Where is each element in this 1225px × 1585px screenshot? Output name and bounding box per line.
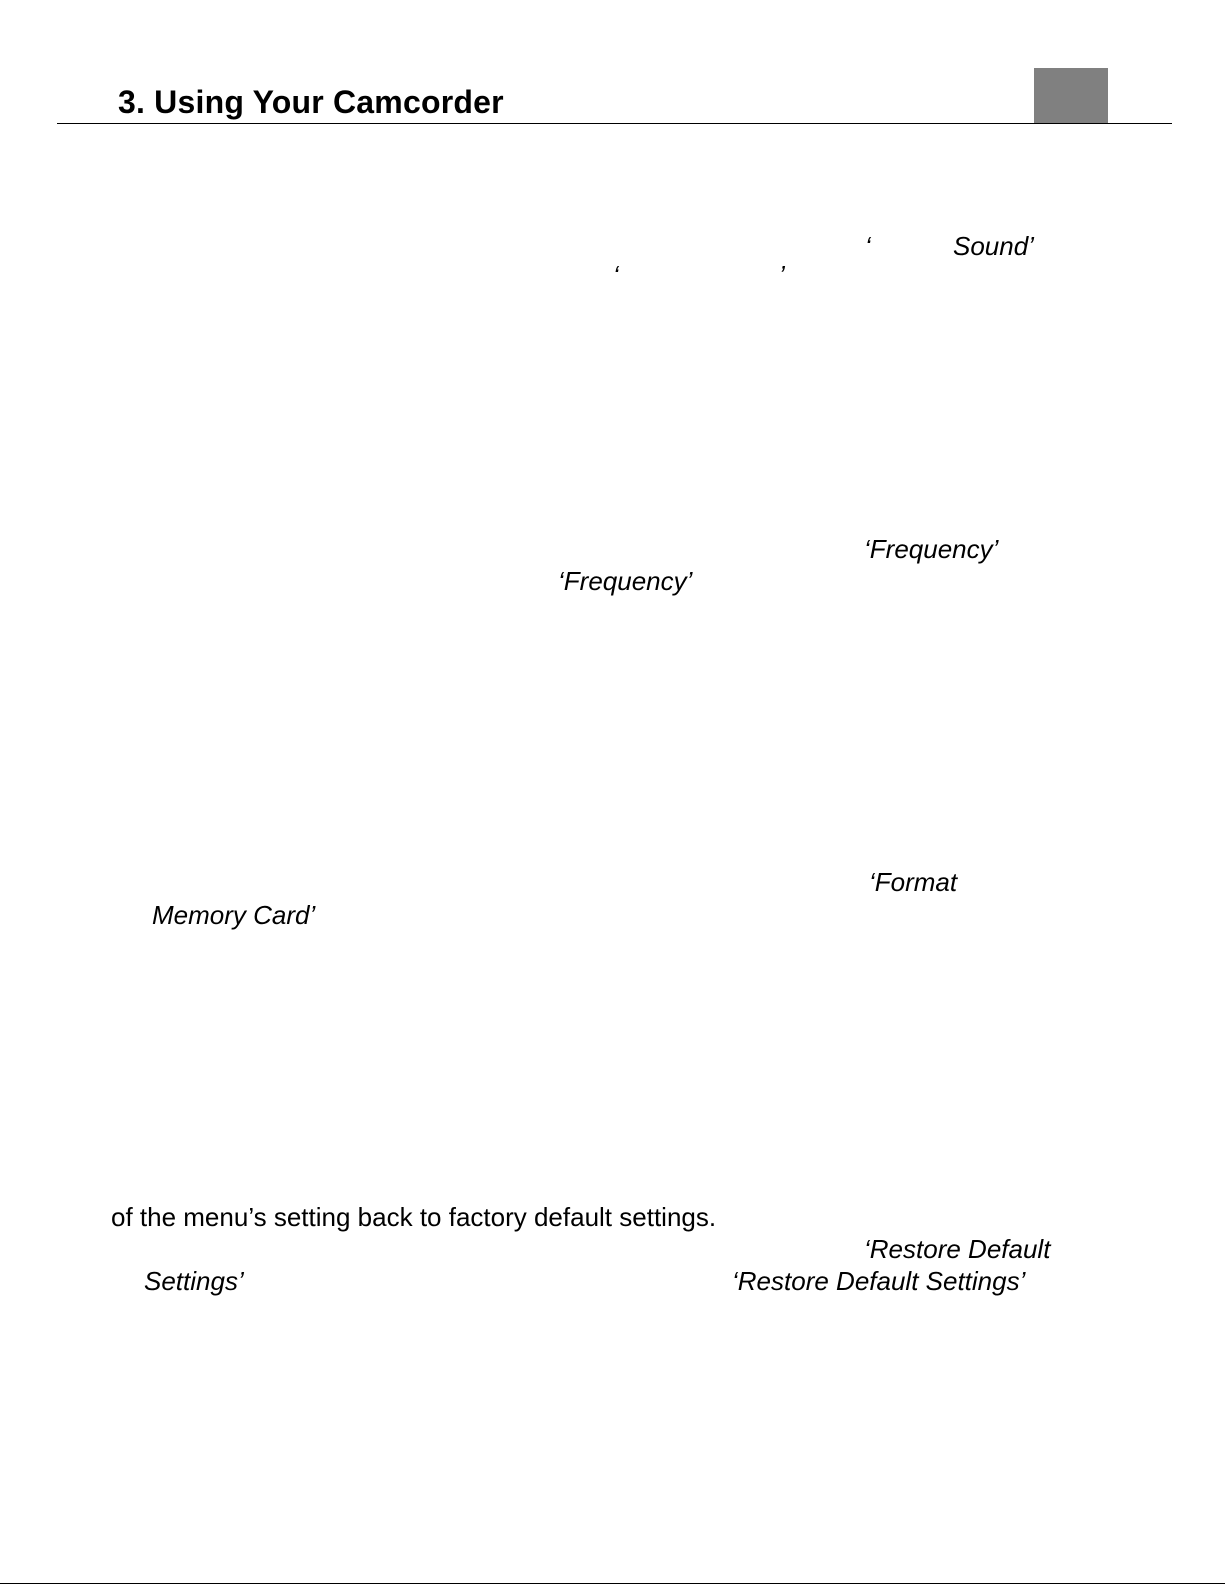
frequency-label: ‘Frequency’ bbox=[864, 534, 999, 564]
quote-mark-close: ’ bbox=[779, 260, 785, 290]
format-label: ‘Format bbox=[869, 867, 958, 897]
frequency-label: ‘Frequency’ bbox=[558, 566, 693, 596]
settings-label: Settings’ bbox=[144, 1266, 244, 1296]
restore-default-label: ‘Restore Default bbox=[864, 1234, 1051, 1264]
sound-label: Sound’ bbox=[953, 231, 1034, 261]
page-title: 3. Using Your Camcorder bbox=[118, 84, 504, 120]
chapter-tab bbox=[1034, 68, 1108, 123]
quote-mark-open: ‘ bbox=[613, 260, 619, 290]
header-divider bbox=[57, 123, 1172, 124]
restore-description: of the menu’s setting back to factory default settings. bbox=[111, 1202, 717, 1232]
footer-divider bbox=[0, 1583, 1225, 1584]
quote-mark-open: ‘ bbox=[865, 231, 871, 261]
memory-card-label: Memory Card’ bbox=[152, 900, 316, 930]
restore-default-settings-label: ‘Restore Default Settings’ bbox=[732, 1266, 1026, 1296]
